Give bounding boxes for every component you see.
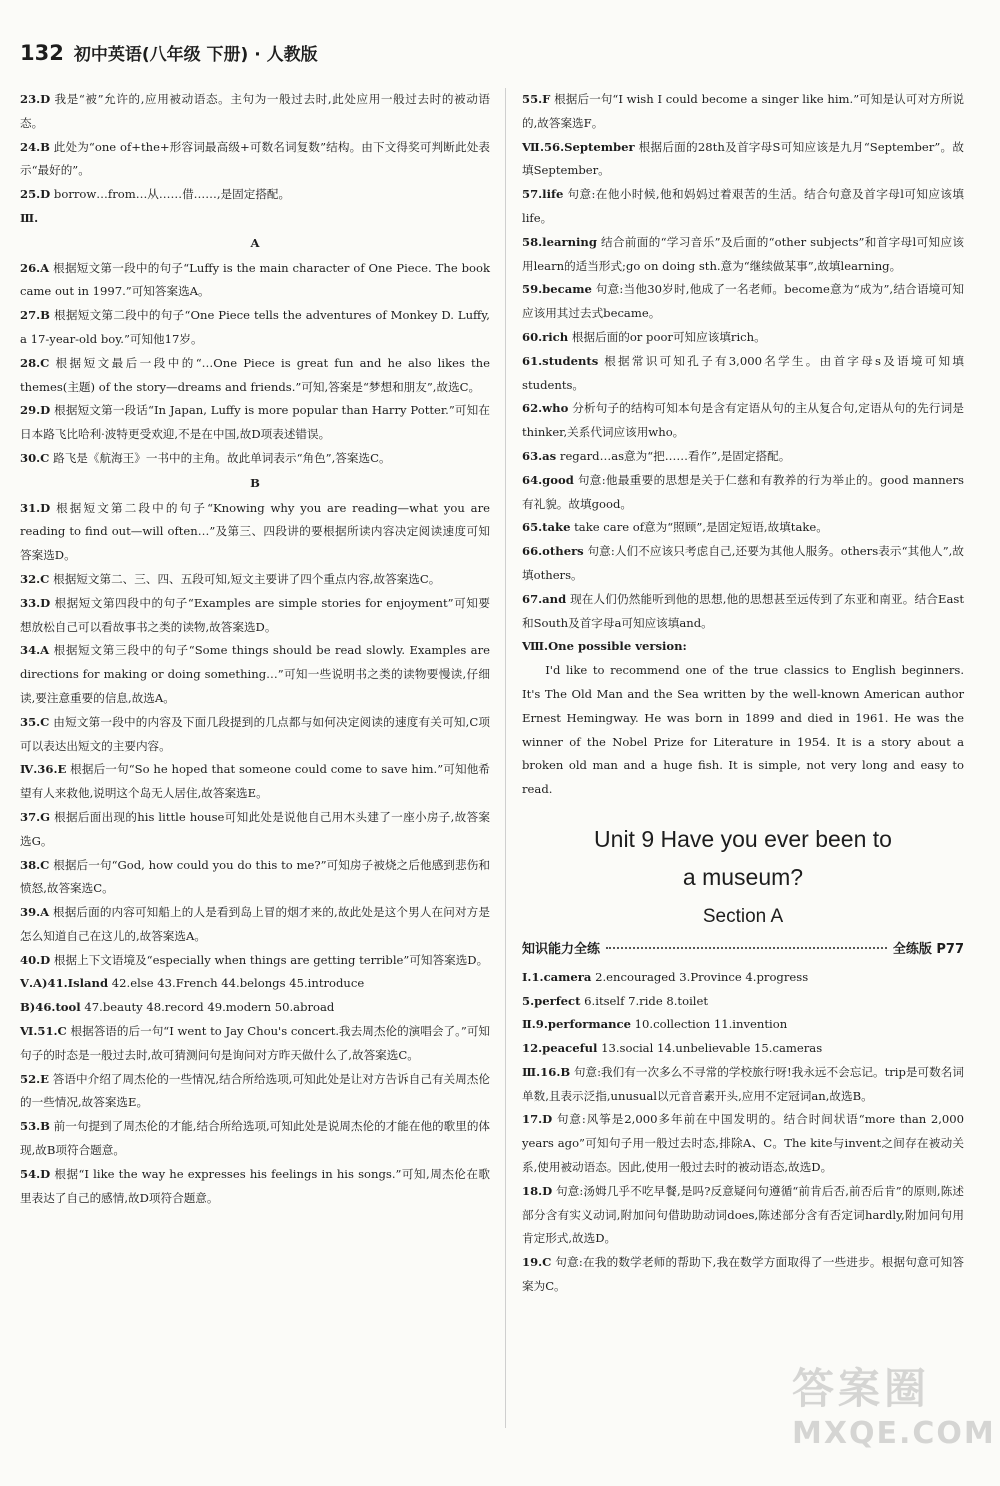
answer-key: 30.C	[20, 450, 50, 465]
subsection-label: A	[250, 235, 260, 250]
answer-explanation: 根据上下文语境及“especially when things are getting terrible”可知答案选D。	[53, 952, 489, 967]
answers-unit-9	[522, 966, 964, 1299]
answer-key: Ⅵ.51.C	[20, 1024, 67, 1039]
answer-explanation: 答语中介绍了周杰伦的一些情况,结合所给选项,可知此处是让对方告诉自己有关周杰伦的一些情况,故答案选E。	[20, 1071, 491, 1110]
answer-explanation: regard…as意为“把……看作”,是固定搭配。	[559, 448, 791, 463]
answer-entry	[20, 497, 490, 568]
answer-key: 24.B	[20, 139, 50, 154]
answer-entry	[522, 397, 964, 445]
section-title: Section A	[702, 905, 784, 927]
answer-key: 26.A	[20, 260, 50, 275]
answer-entry	[522, 1251, 964, 1299]
answer-key: 40.D	[20, 952, 51, 967]
answer-key: 31.D	[20, 500, 51, 515]
answer-explanation: 根据后面的内容可知船上的人是看到岛上冒的烟才来的,故此处是这个男人在问对方是怎么知道自己在这儿的,故答案选A。	[20, 905, 490, 943]
answer-explanation: 根据短文第四段中的句子“Examples are simple stories for enjoyment”可知要想放松自己可以看故事书之类的读物,故答案选D。	[20, 595, 491, 634]
answer-entry	[20, 711, 490, 759]
answer-entry	[522, 1180, 964, 1251]
answer-explanation: 6.itself 7.ride 8.toilet	[584, 993, 709, 1008]
practice-label: 知识能力全练	[522, 941, 601, 957]
answer-key: 58.learning	[522, 234, 597, 249]
answer-entry	[20, 758, 490, 806]
answer-entry	[522, 326, 964, 350]
answer-entry	[522, 1061, 964, 1109]
column-divider	[505, 88, 506, 1428]
answer-explanation: 路飞是《航海王》一书中的主角。故此单词表示“角色”,答案选C。	[53, 450, 391, 465]
site-watermark	[792, 1356, 996, 1466]
answer-explanation: 根据短文第二、三、四、五段可知,短文主要讲了四个重点内容,故答案选C。	[53, 571, 441, 586]
answer-entry	[522, 445, 964, 469]
answer-entry	[522, 183, 964, 231]
answer-entry	[20, 136, 490, 184]
answer-key: 25.D	[20, 187, 51, 202]
answer-explanation: take care of意为“照顾”,是固定短语,故填take。	[574, 520, 828, 535]
answer-key: 60.rich	[522, 329, 569, 344]
page-number: 132	[20, 41, 64, 65]
answer-entry	[522, 88, 964, 136]
answer-explanation: 根据短文第二段中的句子“Knowing why you are reading—what you are reading to find out—will often…”及第三、四段讲的要根据所读内容决定阅读速度可知答案选D。	[20, 500, 491, 563]
answer-explanation: 句意:在我的数学老师的帮助下,我在数学方面取得了一些进步。根据句意可知答案为C。	[522, 1255, 964, 1294]
answer-explanation: 结合前面的“学习音乐”及后面的“other subjects”和首字母l可知应该用learn的适当形式;go on doing sth.意为“继续做某事”,故填learning。	[522, 234, 964, 273]
answer-entry	[522, 1108, 964, 1179]
answer-entry	[522, 1037, 964, 1061]
answers-unit-8	[522, 88, 964, 659]
unit-title-line2: a museum?	[682, 863, 804, 890]
answer-explanation: 2.encouraged 3.Province 4.progress	[595, 969, 809, 984]
answer-key: 66.others	[522, 544, 584, 559]
answer-entry	[20, 568, 490, 592]
answer-key: 12.peaceful	[522, 1041, 598, 1056]
answer-entry	[20, 592, 490, 640]
answer-key: 28.C	[20, 355, 50, 370]
answer-explanation: borrow…from…从……借……,是固定搭配。	[53, 187, 291, 202]
answer-entry	[20, 1020, 490, 1068]
answer-key: 32.C	[20, 571, 50, 586]
answer-explanation: 此处为“one of+the+形容词最高级+可数名词复数”结构。由下文得奖可判断此处表示“最好的”。	[20, 139, 490, 178]
answer-explanation: 根据后一句“God, how could you do this to me?”可知房子被烧之后他感到悲伤和愤怒,故答案选C。	[20, 857, 490, 896]
answer-entry	[522, 990, 964, 1014]
dot-leader	[606, 947, 887, 949]
answer-key: Ⅲ.	[20, 210, 39, 225]
answer-explanation: 10.collection 11.invention	[634, 1017, 788, 1032]
answer-entry	[20, 949, 490, 973]
book-title: 初中英语(八年级 下册) · 人教版	[73, 45, 318, 65]
answer-explanation: 42.else 43.French 44.belongs 45.introduce	[111, 976, 365, 991]
answer-explanation: 根据答语的后一句“I went to Jay Chou's concert.我去周杰伦的演唱会了。”可知句子的时态是一般过去时,故可猜测问句是询问对方昨天做什么了,故答案选C。	[20, 1024, 491, 1062]
answer-explanation: 根据后面的28th及首字母S可知应该是九月“September”。故填September。	[522, 139, 964, 178]
answer-explanation: 句意:当他30岁时,他成了一名老师。become意为“成为”,结合语境可知应该用其过去式became。	[522, 282, 965, 321]
answer-entry	[20, 257, 490, 305]
answer-explanation: 根据“I like the way he expresses his feelings in his songs.”可知,周杰伦在歌里表达了自己的感情,故D项符合题意。	[20, 1166, 491, 1205]
watermark-logo-text: 答案圈	[792, 1364, 931, 1413]
answer-entry	[20, 352, 490, 400]
answer-explanation: 我是“被”允许的,应用被动语态。主句为一般过去时,此处应用一般过去时的被动语态。	[20, 92, 491, 130]
writing-sample: I'd like to recommend one of the true classics to English beginners. It's The Old Man and the Sea written by the well-known American author Ernest Hemingway. He was born in 1899 and died in 1961. He was the winner of the Nobel Prize for Literature in 1954. It is a story about a broken old man and a huge fish. It is simple, not very long and easy to read.	[522, 663, 964, 797]
answer-entry	[20, 1115, 490, 1163]
answer-explanation: 分析句子的结构可知本句是含有定语从句的主从复合句,定语从句的先行词是thinker,关系代词应该用who。	[522, 401, 964, 440]
answer-key: Ⅲ.16.B	[522, 1064, 571, 1079]
answer-explanation: 根据后一句“I wish I could become a singer like him.”可知是认可对方所说的,故答案选F。	[522, 92, 964, 130]
answer-key: Ⅳ.36.E	[20, 762, 67, 777]
answer-key: 34.A	[20, 643, 50, 658]
answer-key: Ⅰ.1.camera	[522, 969, 592, 984]
unit-title-line1: Unit 9 Have you ever been to	[594, 825, 892, 852]
answer-explanation: 句意:人们不应该只考虑自己,还要为其他人服务。others表示“其他人”,故填others。	[522, 544, 964, 582]
answer-entry	[522, 136, 964, 184]
answer-explanation: 句意:我们有一次多么不寻常的学校旅行呀!我永远不会忘记。trip是可数名词单数,且表示泛指,unusual以元音音素开头,应用不定冠词an,故选B。	[522, 1064, 965, 1103]
answer-entry	[522, 540, 964, 588]
answer-entry	[522, 1013, 964, 1037]
subsection-label: B	[250, 475, 260, 490]
answer-explanation: 现在人们仍然能听到他的思想,他的思想甚至远传到了东亚和南亚。结合East和South及首字母a可知应该填and。	[522, 591, 965, 630]
answer-entry	[522, 469, 964, 517]
practice-header	[522, 938, 964, 962]
answer-explanation: 根据短文第一段话“In Japan, Luffy is more popular than Harry Potter.”可知在日本路飞比哈利·波特更受欢迎,不是在中国,故D项表述错误。	[20, 403, 490, 442]
answer-entry	[20, 183, 490, 207]
answer-key: 65.take	[522, 520, 571, 535]
answer-key: 55.F	[522, 92, 551, 106]
answer-explanation: 13.social 14.unbelievable 15.cameras	[601, 1041, 823, 1056]
answer-key: 23.D	[20, 92, 51, 106]
answer-key: Ⅶ.56.September	[522, 139, 635, 154]
answer-entry	[20, 1163, 490, 1211]
answer-explanation: 根据常识可知孔子有3,000名学生。由首字母s及语境可知填students。	[522, 353, 964, 392]
answer-entry	[522, 516, 964, 540]
answer-entry	[522, 635, 964, 659]
answer-key: 39.A	[20, 905, 50, 920]
answer-key: 38.C	[20, 857, 50, 872]
answer-key: 64.good	[522, 472, 574, 487]
answer-key: 33.D	[20, 595, 51, 610]
answer-key: 35.C	[20, 714, 50, 729]
answer-explanation: 前一句提到了周杰伦的才能,结合所给选项,可知此处是说周杰伦的才能在他的歌里的体现,故B项符合题意。	[20, 1119, 491, 1158]
answer-explanation: 句意:汤姆几乎不吃早餐,是吗?反意疑问句遵循“前肯后否,前否后肯”的原则,陈述部分含有实义动词,附加问句借助助动词does,陈述部分含有否定词hardly,附加问句用肯定形式,故选D。	[522, 1183, 964, 1246]
answer-entry	[20, 854, 490, 902]
answer-entry	[20, 88, 490, 136]
answer-entry	[522, 350, 964, 398]
unit-title	[522, 820, 964, 896]
left-column	[20, 88, 490, 1210]
answer-key: 18.D	[522, 1183, 553, 1198]
answer-key: 53.B	[20, 1119, 50, 1134]
watermark-url: MXQE.COM	[792, 1416, 996, 1451]
practice-ref: 全练版 P77	[892, 941, 964, 957]
answer-key: Ⅷ.One possible version:	[522, 639, 687, 654]
page-header	[20, 40, 318, 74]
answer-key: 37.G	[20, 809, 51, 824]
answer-entry	[20, 399, 490, 447]
answer-key: 54.D	[20, 1166, 51, 1181]
answer-entry	[20, 806, 490, 854]
answer-entry	[20, 901, 490, 949]
answer-key: 57.life	[522, 187, 564, 202]
answer-explanation: 根据短文第一段中的句子“Luffy is the main character of One Piece. The book came out in 1997.”可知答案选A。	[20, 260, 491, 299]
answer-explanation: 根据短文第二段中的句子“One Piece tells the adventures of Monkey D. Luffy, a 17-year-old boy.”可知他17岁。	[20, 308, 490, 346]
answer-key: Ⅱ.9.performance	[522, 1017, 631, 1032]
answer-entry	[522, 966, 964, 990]
answer-key: 62.who	[522, 401, 569, 416]
answer-entry	[20, 207, 490, 231]
answer-key: 63.as	[522, 448, 557, 463]
answer-entry	[20, 1068, 490, 1116]
answer-explanation: 根据后一句“So he hoped that someone could come to save him.”可知他希望有人来救他,说明这个岛无人居住,故答案选E。	[20, 762, 490, 801]
answer-explanation: 根据短文最后一段中的“…One Piece is great fun and he also likes the themes(主题) of the story—dreams and friends.”可知,答案是“梦想和朋友”,故选C。	[20, 355, 491, 394]
answer-entry	[20, 639, 490, 710]
answer-key: 19.C	[522, 1255, 552, 1270]
answer-key: 59.became	[522, 282, 592, 297]
answer-entry	[20, 447, 490, 471]
answer-key: B)46.tool	[20, 1000, 81, 1015]
answer-key: 27.B	[20, 308, 50, 323]
answer-key: Ⅴ.A)41.Island	[20, 976, 109, 991]
answer-explanation: 根据后面的or poor可知应该填rich。	[571, 329, 766, 344]
right-column	[522, 88, 964, 1299]
answer-key: 29.D	[20, 403, 51, 418]
answer-explanation: 句意:在他小时候,他和妈妈过着艰苦的生活。结合句意及首字母l可知应该填life。	[522, 187, 964, 225]
answer-key: 61.students	[522, 353, 599, 368]
answer-explanation: 句意:他最重要的思想是关于仁慈和有教养的行为举止的。good manners有礼貌。故填good。	[522, 472, 965, 511]
answer-entry	[20, 996, 490, 1020]
answer-key: 5.perfect	[522, 993, 581, 1008]
answer-key: 52.E	[20, 1071, 50, 1086]
answer-explanation: 47.beauty 48.record 49.modern 50.abroad	[84, 1000, 335, 1015]
answer-entry	[522, 588, 964, 636]
answer-key: 17.D	[522, 1112, 553, 1127]
answer-key: 67.and	[522, 591, 567, 606]
answer-entry	[20, 972, 490, 996]
answer-explanation: 根据后面出现的his little house可知此处是说他自己用木头建了一座小房子,故答案选G。	[20, 809, 490, 848]
answer-entry	[20, 304, 490, 352]
answer-entry	[522, 231, 964, 279]
answer-explanation: 根据短文第三段中的句子“Some things should be read slowly. Examples are directions for making or doing something…”可知一些说明书之类的读物要慢读,仔细读,要注意重要的信息,故选A。	[20, 643, 490, 705]
answer-entry	[522, 278, 964, 326]
answer-explanation: 由短文第一段中的内容及下面几段提到的几点都与如何决定阅读的速度有关可知,C项可以表达出短文的主要内容。	[20, 714, 490, 753]
answer-explanation: 句意:风筝是2,000多年前在中国发明的。结合时间状语“more than 2,000 years ago”可知句子用一般过去时态,排除A、C。The kite与invent之间存在被动关系,使用被动语态。因此,使用一般过去时的被动语态,故选D。	[522, 1112, 965, 1175]
